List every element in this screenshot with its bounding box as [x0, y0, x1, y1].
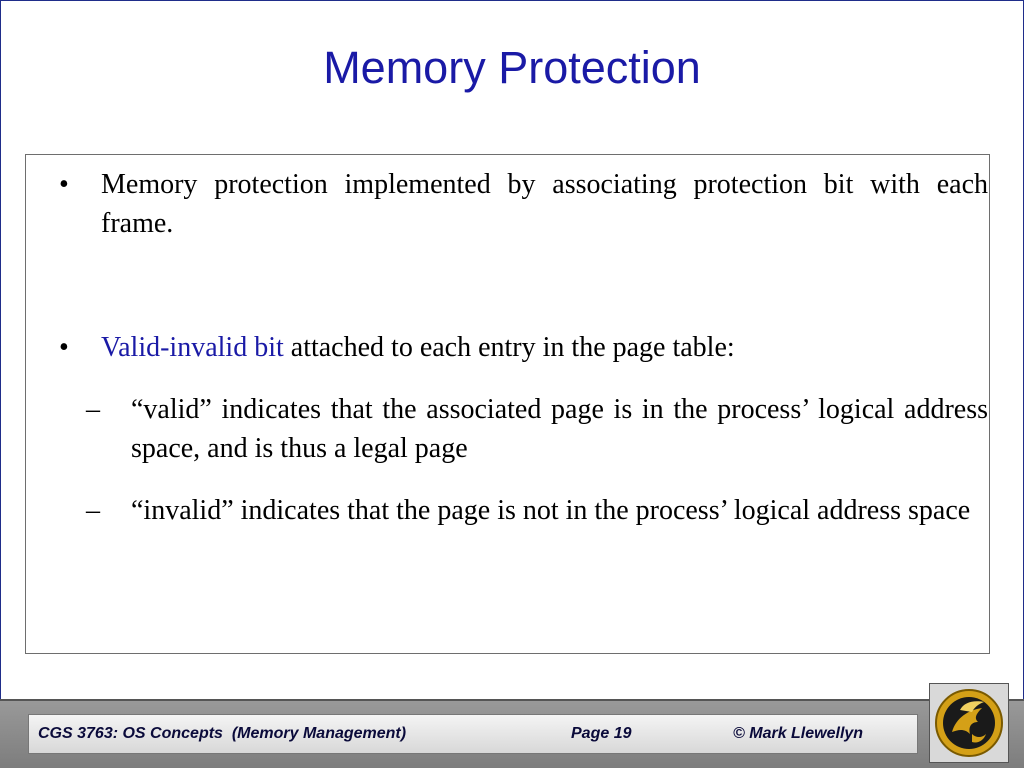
- subbullet-marker: –: [86, 495, 100, 526]
- bullet-marker: •: [59, 169, 69, 200]
- subbullet-marker: –: [86, 394, 100, 425]
- bullet-text: Memory protection implemented by associating protection bit with each frame.: [101, 169, 988, 239]
- subbullet-text: “valid” indicates that the associated page is in the process’ logical address space, and is thus a legal page: [131, 394, 988, 464]
- bullet-text: [101, 328, 988, 367]
- footer-author: © Mark Llewellyn: [733, 725, 864, 742]
- bullet-item: [59, 328, 988, 367]
- slide-title: Memory Protection: [323, 42, 701, 93]
- subbullet-item: [86, 390, 988, 468]
- footer-page-number: Page 19: [571, 725, 632, 742]
- footer-divider: [0, 699, 1024, 701]
- bullet-text-rest: attached to each entry in the page table:: [283, 332, 735, 363]
- content-box: [25, 154, 990, 654]
- valid-invalid-bit-term: Valid-invalid bit: [101, 332, 284, 363]
- bullet-marker: •: [59, 332, 69, 363]
- logo-box: [929, 683, 1009, 763]
- subbullet-item: [86, 491, 988, 530]
- subbullet-text: “invalid” indicates that the page is not in the process’ logical address space: [131, 495, 971, 526]
- bullet-item: [59, 165, 988, 243]
- pegasus-logo-icon: [934, 688, 1004, 758]
- footer-course: CGS 3763: OS Concepts (Memory Management): [38, 725, 407, 742]
